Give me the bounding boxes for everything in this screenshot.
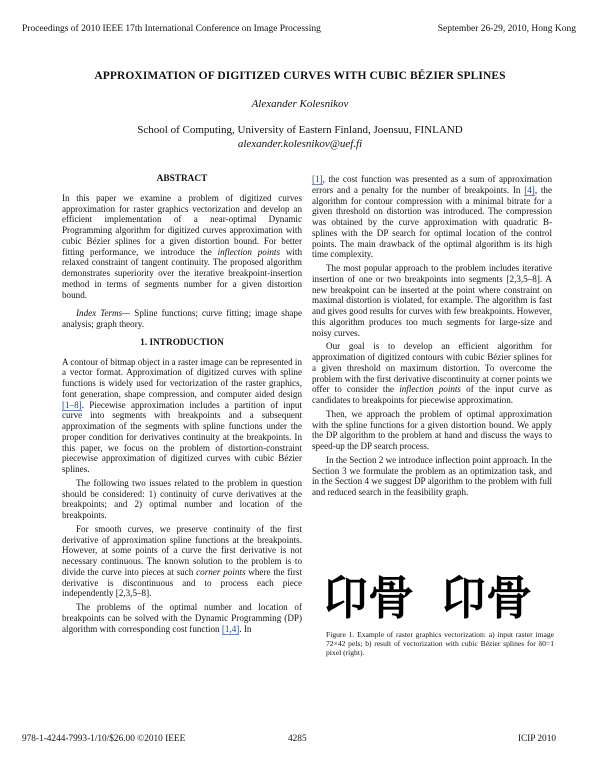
- author-name: Alexander Kolesnikov: [251, 98, 349, 110]
- citation-link[interactable]: [1–8]: [62, 399, 82, 410]
- paper-title: APPROXIMATION OF DIGITIZED CURVES WITH CUBIC BÉZIER SPLINES: [94, 70, 506, 82]
- page-number: 4285: [288, 734, 307, 744]
- author-email[interactable]: alexander.kolesnikov@uef.fi: [237, 138, 363, 150]
- right-paragraph-5: In the Section 2 we introduce inflection point approach. In the Section 3 we formulate the problem as an optimization task, and in the Section 4 we suggest DP algorithm to the problem with full and reduced search in the feasibility graph.: [312, 454, 553, 497]
- affiliation: School of Computing, University of Eastern Finland, Joensuu, FINLAND: [137, 124, 463, 136]
- intro-paragraph-4: The problems of the optimal number and location of breakpoints can be solved with the Dynamic Programming (DP) algorithm with corresponding cost function [1,4]. In: [62, 602, 302, 634]
- intro-paragraph-3: For smooth curves, we preserve continuity of the first derivative of approximation spline functions at the breakpoints. However, at some points of a curve the first derivative is not necessary continuous. The known solution to the problem is to divide the curve into pieces at such corner points where the first derivative is discontinuous and to process each piece independently [2,3,5–8].: [62, 523, 302, 599]
- right-paragraph-4: Then, we approach the problem of optimal approximation with the spline functions for a given distortion bound. We apply the DP algorithm to the problem at hand and discuss the ways to speed-up the DP search process.: [312, 408, 552, 451]
- raster-glyphs-image: [322, 571, 414, 624]
- isbn-copyright: 978-1-4244-7993-1/10/$26.00 ©2010 IEEE: [22, 734, 186, 744]
- vector-glyphs-text: 卬骨: [440, 571, 532, 624]
- citation-link[interactable]: [1]: [312, 174, 323, 184]
- right-paragraph-1: [1], the cost function was presented as a sum of approximation errors and a penalty for the number of breakpoints. In [4], the algorithm for contour compression with a minimal bitrate for a given threshold on distortion was introduced. The compression was obtained by the curve approximation with quadratic B-splines with the DP search for optimal location of the control points. The main drawback of the optimal algorithm is its high time complexity.: [312, 174, 552, 260]
- left-column: [62, 174, 302, 634]
- citation-link[interactable]: [4]: [524, 184, 535, 195]
- figure-1-vectorization-example: [318, 568, 554, 624]
- right-column: [312, 174, 552, 498]
- citation-link[interactable]: [1,4]: [221, 623, 240, 634]
- figure-caption: Figure 1. Example of raster graphics vectorization: a) input raster image 72×42 pels; b) result of vectorization with cubic Bézier splines for δ0=1 pixel (right).: [326, 630, 554, 658]
- abstract-heading: ABSTRACT: [156, 174, 208, 184]
- abstract-text: In this paper we examine a problem of digitized curves approximation for raster graphics vectorization and develop an efficient implementation of a near-optimal Dynamic Programming algorithm for digitized curves approximation with cubic Bézier splines for a given distortion bound. For better fitting performance, we introduce the inflection points with relaxed constraint of tangent continuity. The proposed algorithm demonstrates superiority over the iterative breakpoint-insertion method in terms of segments number for a given distortion bound.: [62, 192, 302, 300]
- raster-glyphs-text: 卬骨: [322, 571, 414, 624]
- index-terms: Index Terms— Spline functions; curve fitting; image shape analysis; graph theory.: [62, 308, 302, 329]
- intro-paragraph-1: A contour of bitmap object in a raster image can be represented in a vector format. Approximation of digitized curves with spline functions is widely used for vectorization of the raster graphics, font generation, shape compression, and computer aided design [1–8]. Piecewise approximation includes a partition of input curve into segments with breakpoints and a subsequent approximation of the segments with spline functions under the proper condition for derivatives continuity at the breakpoints. In this paper, we focus on the problem of distortion-constraint piecewise approximation of digitized curves with cubic Bézier splines.: [62, 356, 302, 474]
- conference-footer: ICIP 2010: [517, 734, 556, 744]
- vector-glyphs-image: [440, 571, 532, 624]
- conference-header: Proceedings of 2010 IEEE 17th International Conference on Image Processing: [22, 24, 321, 34]
- introduction-heading: 1. INTRODUCTION: [140, 337, 224, 348]
- right-paragraph-3: Our goal is to develop an efficient algorithm for approximation of digitized contours with cubic Bézier splines for a given threshold on maximum distortion. To overcome the problem with the first derivative discontinuity at corner points we offer to consider the inflection points of the input curve as candidates to breakpoints for piecewise approximation.: [312, 341, 552, 405]
- right-paragraph-2: The most popular approach to the problem includes iterative insertion of one or two breakpoints into segments [2,3,5–8]. A new breakpoint can be inserted at the point where constraint on maximal distortion is violated, for example. The algorithm is fast and gives good results for curves with few breakpoints. However, this algorithm produces too much segments for large-size and noisy curves.: [312, 263, 552, 338]
- date-location-header: September 26-29, 2010, Hong Kong: [437, 24, 576, 34]
- intro-paragraph-2: The following two issues related to the problem in question should be considered: 1) continuity of curve derivatives at the breakpoints; and 2) optimal number and location of the breakpoints.: [62, 477, 302, 520]
